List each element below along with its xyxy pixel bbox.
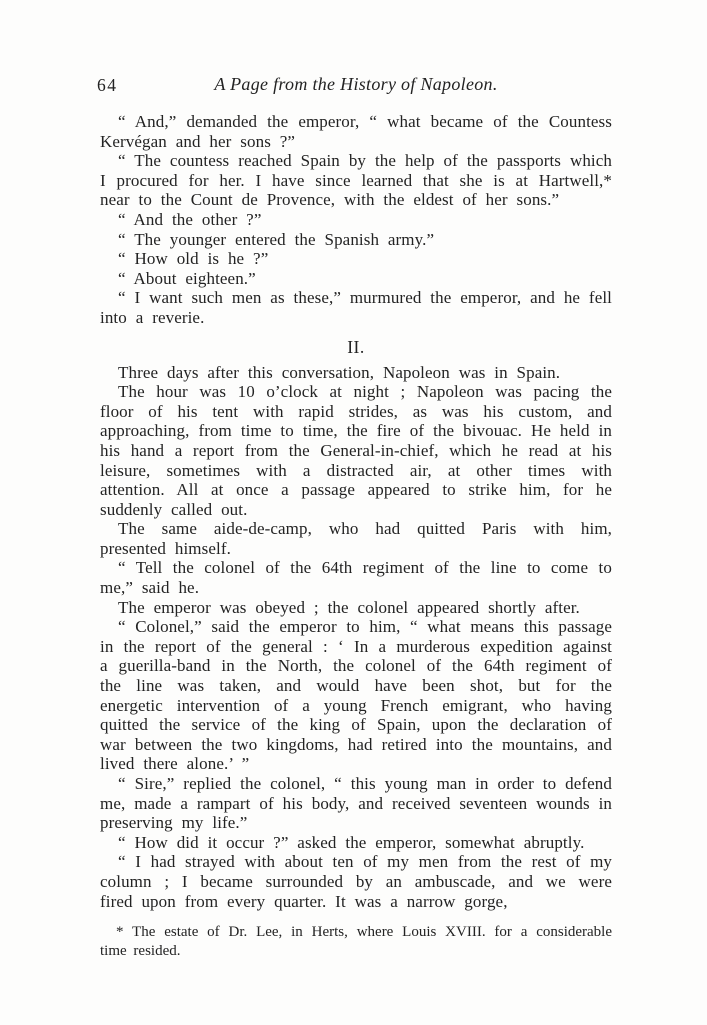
paragraph: “ The countess reached Spain by the help of the passports which I procured for her. I have since learned that she is at Hartwell,* near to the Count de Provence, with the eldest of her sons.” [100,151,612,210]
paragraph: “ And the other ?” [118,209,262,229]
paragraph: “ About eighteen.” [118,268,256,288]
footnote [100,923,612,960]
paragraph: The same aide-de-camp, who had quitted Paris with him, presented himself. [100,519,612,558]
paragraph: “ Tell the colonel of the 64th regiment of the line to come to me,” said he. [100,558,612,598]
paragraph: “ I want such men as these,” murmured the emperor, and he fell into a reverie. [100,288,612,327]
paragraph: “ The younger entered the Spanish army.” [118,229,435,249]
paragraph: “ How did it occur ?” asked the emperor, somewhat abruptly. [118,832,585,852]
section-heading: II. [347,336,365,357]
footnote-text: * The estate of Dr. Lee, in Herts, where Louis XVIII. for a considerable time resided. [100,924,612,959]
paragraph: “ Colonel,” said the emperor to him, “ what means this passage in the report of the general : ‘ In a murderous expedition against a guerilla-band in the North, the colonel of the 64th regiment of the line was taken, and would have been shot, but for the energetic intervention of a young French emigrant, who having quitted the service of the king of Spain, upon the declaration of war between the two kingdoms, had retired into the mountains, and lived there alone.’ ” [100,617,612,774]
paragraph: “ Sire,” replied the colonel, “ this young man in order to defend me, made a rampart of his body, and received seventeen wounds in preserving my life.” [100,774,612,833]
page-number: 64 [97,75,118,95]
page-body [100,112,612,911]
running-title: A Page from the History of Napoleon. [214,74,498,94]
paragraph: “ How old is he ?” [118,249,269,269]
paragraph: The hour was 10 o’clock at night ; Napoleon was pacing the floor of his tent with rapid strides, as was his custom, and approaching, from time to time, the fire of the bivouac. He held in his hand a report from the General-in-chief, which he read at his leisure, sometimes with a distracted air, at other times with attention. All at once a passage appeared to strike him, for he suddenly called out. [100,382,612,519]
paragraph: Three days after this conversation, Napoleon was in Spain. [118,362,561,382]
paragraph: “ I had strayed with about ten of my men from the rest of my column ; I became surrounded by an ambuscade, and we were fired upon from every quarter. It was a narrow gorge, [100,852,612,911]
running-head [97,74,612,98]
paragraph: The emperor was obeyed ; the colonel appeared shortly after. [118,597,580,617]
paragraph: “ And,” demanded the emperor, “ what became of the Countess Kervégan and her sons ?” [100,112,612,151]
